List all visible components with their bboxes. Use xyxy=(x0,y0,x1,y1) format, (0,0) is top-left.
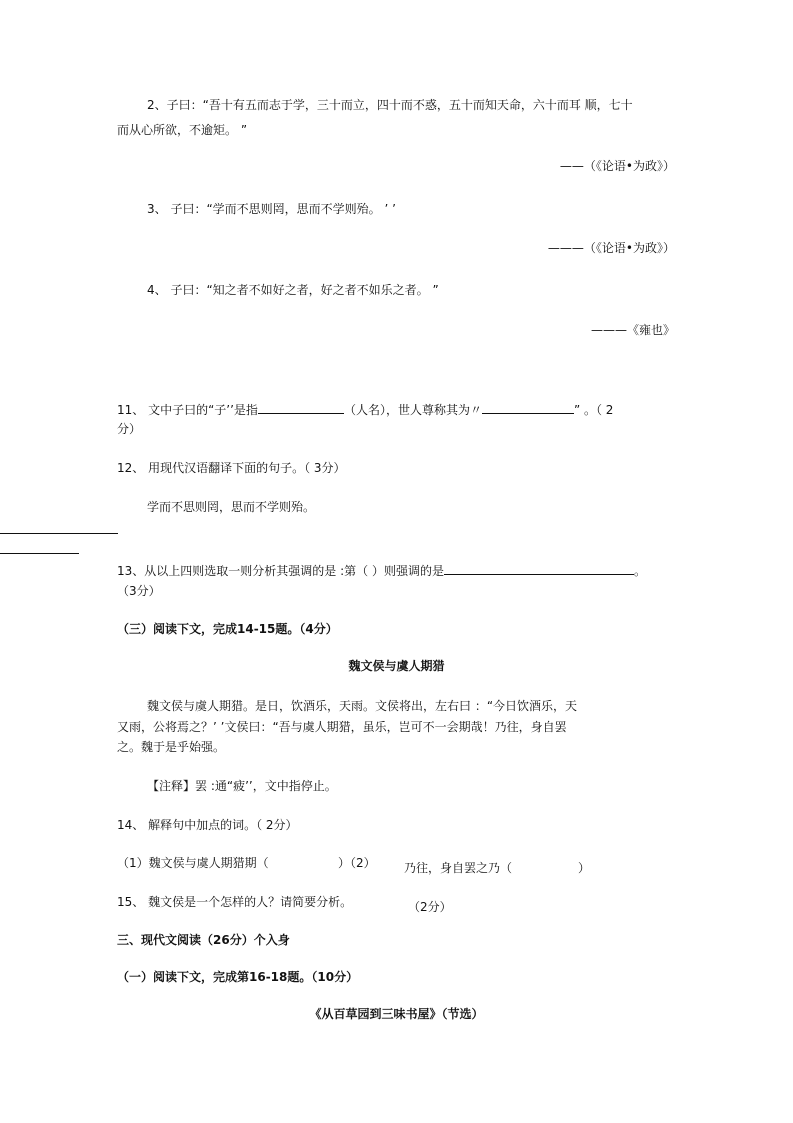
q4-source: ———《雍也》 xyxy=(590,323,675,337)
q11-text-a: 11、 文中子曰的“子’’是指 xyxy=(117,403,258,417)
q11-score: 分） xyxy=(117,422,142,436)
part-3-subheading: （一）阅读下文，完成第16-18题。（10分） xyxy=(117,970,359,984)
question-12: 12、 用现代汉语翻译下面的句子。（ 3分） xyxy=(117,461,346,475)
q14-item-2: 乃往，身自罢之乃（ xyxy=(404,861,513,875)
q12-sentence: 学而不思则罔，思而不学则殆。 xyxy=(147,500,316,514)
q14-item-1-close: ）（2） xyxy=(338,856,376,870)
q14-item-1: （1）魏文侯与虞人期猎期（ xyxy=(117,856,269,870)
q3-source: ———（《论语•为政》） xyxy=(547,241,675,255)
q13-answer-blank[interactable] xyxy=(444,562,634,575)
q4-line: 4、 子曰：“知之者不如好之者，好之者不如乐之者。 ” xyxy=(147,283,439,297)
question-15: 15、 魏文侯是一个怎样的人？请简要分析。 xyxy=(117,895,353,909)
question-14: 14、 解释句中加点的词。（ 2分） xyxy=(117,818,298,832)
q2-source: ——（《论语•为政》） xyxy=(559,159,675,173)
question-13 xyxy=(117,562,646,580)
question-11 xyxy=(117,401,613,419)
passage-line-3: 之。魏于是乎始强。 xyxy=(117,740,226,754)
answer-rule-2 xyxy=(0,553,79,554)
q3-line: 3、 子曰：“学而不思则罔，思而不学则殆。 ’ ’ xyxy=(147,202,396,216)
essay-title: 《从百草园到三味书屋》（节选） xyxy=(309,1007,484,1021)
passage-title: 魏文侯与虞人期猎 xyxy=(348,659,445,673)
passage-line-1: 魏文侯与虞人期猎。是日，饮酒乐，天雨。文侯将出，左右曰 ：“今日饮酒乐，天 xyxy=(147,699,578,713)
q13-text-a: 13、从以上四则选取一则分析其强调的是 :第（ ）则强调的是 xyxy=(117,564,444,578)
q11-text-c: ” 。（ 2 xyxy=(573,403,614,417)
q11-text-b: （人名），世人尊称其为〃 xyxy=(343,403,482,417)
passage-note: 【注释】罢 :通“疲’’，文中指停止。 xyxy=(147,779,337,793)
q13-score: （3分） xyxy=(117,584,161,598)
passage-line-2: 又雨，公将焉之？’ ’文侯曰：“吾与虞人期猎，虽乐，岂可不一会期哉！乃往，身自罢 xyxy=(117,720,567,734)
q2-line-2: 而从心所欲，不逾矩。 ” xyxy=(117,123,248,137)
q2-line-1: 2、子曰：“吾十有五而志于学，三十而立，四十而不惑，五十而知天命，六十而耳 顺，七十 xyxy=(147,98,633,112)
q11-answer-blank-2[interactable] xyxy=(482,401,574,414)
q14-item-2-close: ） xyxy=(578,861,591,875)
q15-score: （2分） xyxy=(408,900,452,914)
q13-text-b: 。 xyxy=(633,564,646,578)
q11-answer-blank-1[interactable] xyxy=(258,401,344,414)
section-3-heading: （三）阅读下文，完成14-15题。（4分） xyxy=(117,622,338,636)
answer-rule-1 xyxy=(0,533,118,534)
part-3-heading: 三、现代文阅读（26分）个入身 xyxy=(117,933,290,947)
